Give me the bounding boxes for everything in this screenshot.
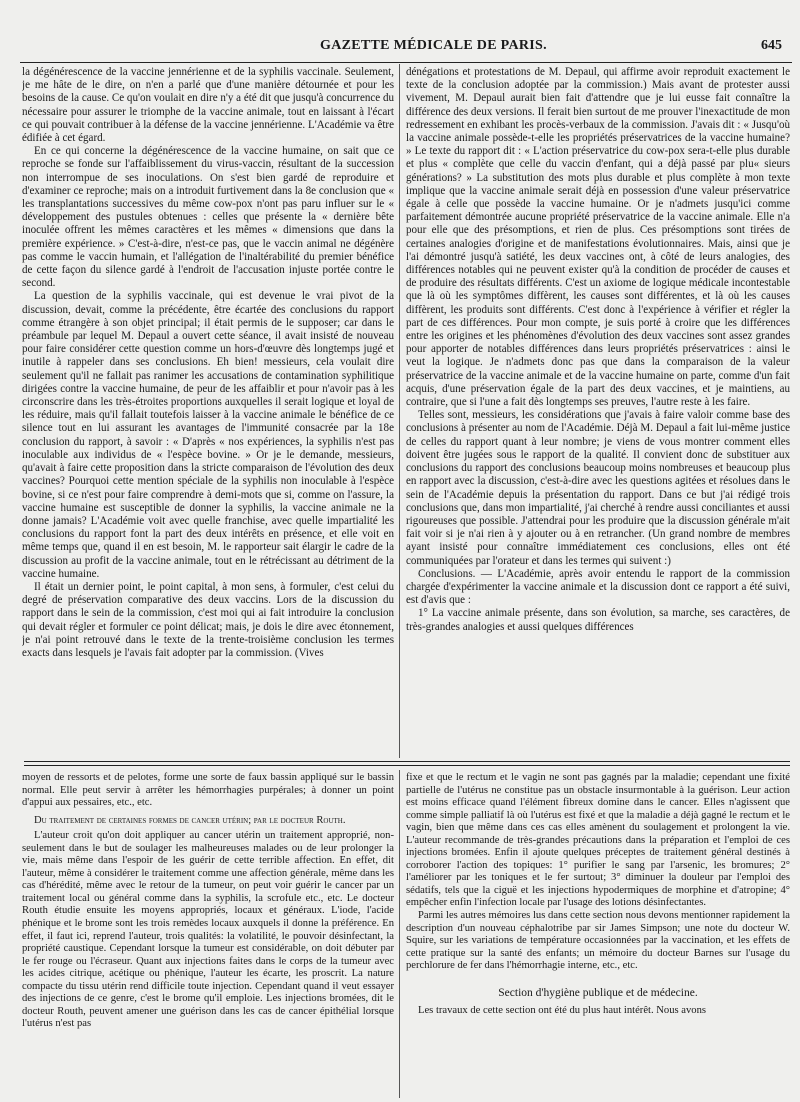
page-number: 645 — [761, 38, 782, 53]
section-rule-thin — [24, 765, 790, 766]
paragraph: La question de la syphilis vaccinale, qui est devenue le vrai pivot de la discussion, devait, comme la précédente, être écartée des conclusions du rapport comme étrangère à son objet principal; il était permis de le supposer; car dans le préambule par lequel M. Depaul a ouvert cette séance, il avait insisté de nouveau pour faire considérer cette question comme un hors-d'œuvre dès longtemps jugé et inutile à rappeler dans ses conclusions. Eh bien! messieurs, cela voulait dire seulement qu'il ne fallait pas ranimer les accusations de contamination syphilitique dirigées contre la vaccine humaine, de peur de les affaiblir et pour n'avoir pas à les circonscrire dans les très-étroites proportions auxquelles il serait logique et loyal de les réduire, mais qu'il fallait toutefois laisser à la vaccine animale le bénéfice de ce silence tout en lui assurant les avantages de l'immunité consacrée par la 18e conclusion du rapport, à savoir : « D'après « nos expériences, la syphilis n'est pas inoculable aux individus de « l'espèce bovine. » Or je le demande, messieurs, qu'avait à faire cette proposition dans la stricte comparaison de l'évolution des deux vaccines? Pourquoi cette mention spéciale de la syphilis non inoculable à l'espèce bovine, si ce n'est pour faire comprendre à demi-mots que si, comme on l'assure, la vaccine humaine est susceptible de donner la syphilis, la vaccine animale ne la donne jamais? L'Académie voit avec quelle franchise, avec quelle impartialité les conclusions du rapport font la part des deux intérêts en présence, et elle voit en même temps que, quand il en est besoin, M. le rapporteur sait élargir le cadre de la discussion au profit de la vaccine animale, tout en le rétrécissant au détriment de la vaccine humaine. — [22, 290, 394, 580]
section-rule — [24, 761, 790, 762]
paragraph: la dégénérescence de la vaccine jennérienne et de la syphilis vaccinale. Seulement, je me hâte de le dire, on n'en a parlé que d'une manière détournée et pour les besoins de la cause. Ce qu'on voulait en dire n'y a été dit que jusqu'à concurrence du nécessaire pour assurer le triomphe de la vaccine animale, tout en laissant à l'écart ce qui pouvait contribuer à la défense de la vaccine jennérienne. L'Académie va être édifiée à cet égard. — [22, 66, 394, 145]
paragraph: Parmi les autres mémoires lus dans cette section nous devons mentionner rapidement la description d'un nouveau céphalotribe par sir James Simpson; une note du docteur W. Squire, sur les variations de température occasionnées par la vaccination, et les effets de cette pratique sur la santé des enfants; un mémoire du docteur Barnes sur l'usage du perchlorure de fer dans l'hémorrhagie interne, etc., etc. — [406, 910, 790, 972]
right-column-top — [406, 66, 790, 756]
journal-title: GAZETTE MÉDICALE DE PARIS. — [320, 38, 547, 53]
paragraph: fixe et que le rectum et le vagin ne sont pas gagnés par la maladie; cependant une fixité partielle de l'utérus ne constitue pas un obstacle insurmontable à la guérison. Leur action est moins efficace quand l'élément fibreux domine dans le cancer. Elles n'agissent que comme simple palliatif là où l'utérus est fixé et que la maladie a déjà gagné le rectum et le vagin, bien que même dans ces cas elles amènent du soulagement et prolongent la vie. L'auteur recommande de très-grandes précautions dans la préparation et l'emploi de ces injections bromées. Enfin il ajoute quelques préceptes de traitement général destinés à corroborer l'action des topiques: 1° purifier le sang par l'arsenic, les bromures; 2° l'améliorer par les toniques et le fer surtout; 3° diminuer la douleur par l'emploi des sédatifs, tels que la ciguë et les injections hypodermiques de morphine et d'atropine; 4° empêcher enfin l'infection locale par l'usage des lotions désinfectantes. — [406, 772, 790, 909]
paragraph: En ce qui concerne la dégénérescence de la vaccine humaine, on sait que ce reproche se fonde sur l'affaiblissement du virus-vaccin, résultant de la succession non interrompue de ses inoculations. On s'est bien gardé de reproduire et d'examiner ce reproche; mais on a introduit furtivement dans la 8e conclusion que « les transplantations successives du même cow-pox n'ont pas paru influer sur le « développement des pustules obtenues : celles que présente la « dernière bête inoculée offrent les mêmes caractères et les mêmes « dimensions que dans la première expérience. » C'est-à-dire, n'est-ce pas, que le vaccin animal ne dégénère pas comme le vaccin humain, et l'allégation de l'inaltérabilité du premier bénéfice de cette façon du silence gardé à l'endroit de l'accusation injuste portée contre le second. — [22, 145, 394, 290]
column-divider — [399, 770, 400, 1098]
paragraph: dénégations et protestations de M. Depaul, qui affirme avoir reproduit exactement le texte de la conclusion adoptée par la commission.) Mais avant de protester aussi vivement, M. Depaul aurait bien fait d'attendre que je lui eusse fait connaître la différence des deux versions. Il ferait bien surtout de me prouver l'inexactitude de mon redressement en exhibant les procès-verbaux de la commission. J'avais dit : « Jusqu'où la vaccine animale possède-t-elle les propriétés préservatrices de la vaccine humaine? » Le texte du rapport dit : « L'action préservatrice du cow-pox sera-t-elle plus durable et plus « complète que celle du vaccin d'enfant, qui a déjà passé par plu« sieurs générations? » La substitution des mots plus durable et plus complète à mon texte implique que la vaccine animale serait déjà en possession d'une valeur préservatrice égale à celle que possède la vaccine humaine. Or je n'admets jusqu'ici comme parfaitement démontrée aucune propriété préservatrice de la vaccine animale. Elle n'a pour elle que des présomptions, et rien de plus. Ces présomptions sont tirées de certaines analogies d'origine et de manifestations évolutionnaires. Mais, ainsi que je l'ai démontré jusqu'à satiété, les deux vaccines ont, à côté de leurs analogies, des différences notables qui ne peuvent exister qu'à la condition de procéder de causes et de produire des résultats différents. C'est un axiome de logique médicale incontestable que là où les symptômes diffèrent, les causes sont différentes, et là où les causes diffèrent, les produits sont différents. C'est donc à l'expérience à vérifier et régler la part de ces différences. Pour mon compte, je suis porté à croire que les différences entre les origines et les phénomènes d'évolution des deux vaccines sont assez grandes pour apporter de notables différences dans leurs propriétés préservatrices : ainsi le veut la logique. Je n'admets donc pas que dans la comparaison de la valeur préservatrice de la vaccine animale et de la vaccine humaine on parte, comme d'un fait acquis, d'une préservation égale de la part des deux vaccines, et je maintiens, au contraire, que si l'une a fait dès longtemps ses preuves, l'autre reste à les faire. — [406, 66, 790, 409]
column-divider — [399, 64, 400, 758]
left-column-top — [22, 66, 394, 756]
paragraph: Il était un dernier point, le point capital, à mon sens, à formuler, c'est celui du degré de préservation comparative des deux vaccins. Lors de la discussion du rapport dans le sein de la commission, c'est moi qui ai fait introduire la conclusion qui devait régler et formuler ce point délicat; mais, je dois le dire avec étonnement, je n'ai point retrouvé dans le texte de la trente-troisième conclusion les termes exacts dans lesquels je l'avais fait adopter par la commission. (Vives — [22, 580, 394, 659]
section-heading: Section d'hygiène publique et de médecine. — [498, 986, 698, 999]
right-column-bottom — [406, 772, 790, 1097]
page-header — [20, 38, 790, 58]
paragraph: moyen de ressorts et de pelotes, forme une sorte de faux bassin appliqué sur le bassin normal. Elle peut servir à arrêter les hémorrhagies purpérales; à donner un point d'appui aux pessaires, etc., etc. — [22, 772, 394, 809]
header-rule — [20, 62, 792, 63]
paragraph: 1° La vaccine animale présente, dans son évolution, sa marche, ses caractères, de très-grandes analogies et aussi quelques différences — [406, 607, 790, 633]
conclusions-paragraph: Conclusions. — L'Académie, après avoir entendu le rapport de la commission chargée d'expérimenter la vaccine animale et la discussion dont ce rapport a été suivi, est d'avis que : — [406, 567, 790, 607]
article-heading: Du traitement de certaines formes de cancer utérin; par le docteur Routh. — [34, 814, 346, 826]
paragraph: L'auteur croit qu'on doit appliquer au cancer utérin un traitement approprié, non-seulement dans le but de soulager les malheureuses malades ou de leur prolonger la vie, mais même dans l'espoir de les guérir de cette terrible affection. En effet, dit l'auteur, même à considérer le traitement comme une affection générale, même dans les cas d'hérédité, même avec le retour de la tumeur, on peut voir guérir le cancer par un traitement local ou général comme dans la syphilis, la scrofule etc., etc. Le docteur Routh étudie ensuite les moyens appropriés, locaux et généraux. L'iode, l'acide phénique et le brome sont les trois remèdes locaux auxquels il donne la préférence. En effet, il faut ici, reprend l'auteur, trois qualités: la volatilité, le pouvoir désinfectant, la propriété caustique. Cependant lorsque la tumeur est considérable, on doit débuter par le fer rouge ou l'écraseur. Quant aux injections faites dans le corps de la tumeur avec les acides citrique, acétique ou phénique, l'auteur les écarte, les proscrit. La nature compacte du tissu utérin rend difficile toute injection. Cependant quand il veut essayer des injections de ce genre, c'est le brome qu'il emploie. Les injections bromées, dit le docteur Routh, peuvent amener une guérison dans les cas de cancer épithélial lorsque l'utérus n'est pas — [22, 830, 394, 1030]
paragraph: Telles sont, messieurs, les considérations que j'avais à faire valoir comme base des conclusions à présenter au nom de l'Académie. Déjà M. Depaul a fait lui-même justice de celles du rapport quant à leur nombre; je viens de vous montrer comment elles doivent être jugées sous le rapport de la qualité. Il convient donc de substituer aux conclusions du rapport des conclusions beaucoup moins nombreuses et beaucoup plus en rapport avec la discussion, c'est-à-dire avec les questions agitées et résolues dans le sein de l'Académie depuis la présentation du rapport. Dans ce but j'ai rédigé trois conclusions que, dans mon impartialité, j'ai cherché à rendre aussi conciliantes et aussi rigoureuses que possible. J'attendrai pour les produire que la discussion générale m'ait fait voir si je n'ai rien à y ajouter ou à en retrancher. (Un grand nombre de membres ayant insisté pour connaître immédiatement ces conclusions, elles ont été communiquées par l'orateur et dans les termes qui suivent :) — [406, 409, 790, 567]
left-column-bottom — [22, 772, 394, 1097]
paragraph: Les travaux de cette section ont été du plus haut intérêt. Nous avons — [418, 1005, 707, 1017]
